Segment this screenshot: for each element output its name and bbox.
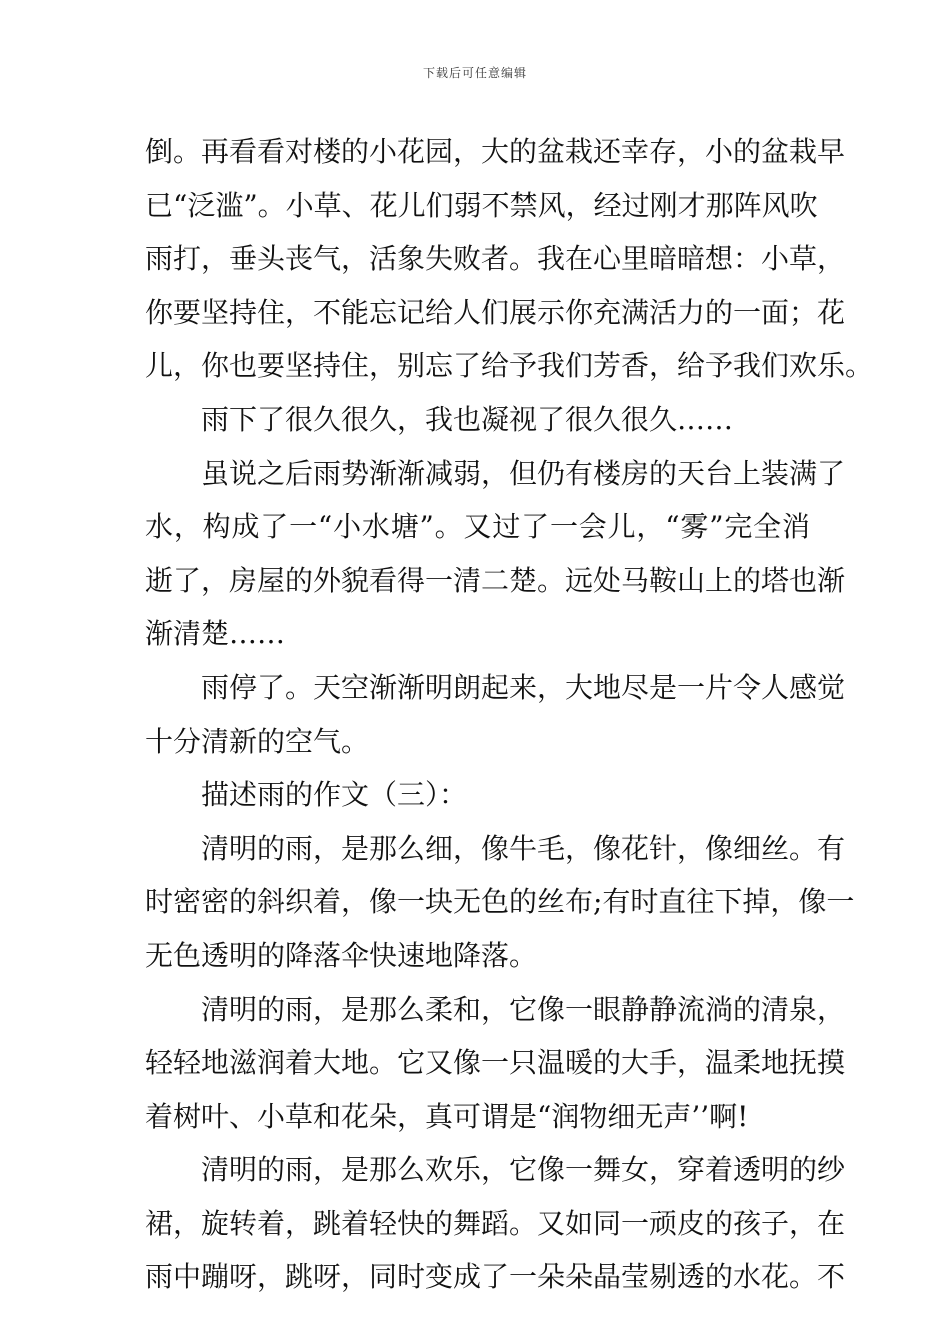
text-line: 十分清新的空气。: [145, 724, 370, 758]
text-line: 时密密的斜织着，像一块无色的丝布;有时直往下掉，像一: [145, 885, 855, 919]
text-line: 渐清楚……: [145, 617, 286, 651]
text-line: 雨中蹦呀，跳呀，同时变成了一朵朵晶莹剔透的水花。不: [145, 1260, 846, 1294]
text-line: 逝了，房屋的外貌看得一清二楚。远处马鞍山上的塔也渐: [145, 563, 846, 597]
document-body: [145, 125, 874, 1304]
text-line: 雨下了很久很久，我也凝视了很久很久……: [201, 402, 734, 436]
text-line: 已“泛滥”。小草、花儿们弱不禁风，经过刚才那阵风吹: [145, 188, 818, 222]
text-line: 水，构成了一“小水塘”。又过了一会儿，“雾”完全消: [145, 510, 810, 544]
text-line: 轻轻地滋润着大地。它又像一只温暖的大手，温柔地抚摸: [145, 1046, 846, 1080]
text-line: 裙，旋转着，跳着轻快的舞蹈。又如同一顽皮的孩子，在: [145, 1206, 846, 1240]
text-line: 着树叶、小草和花朵，真可谓是“润物细无声’’啊!: [145, 1099, 749, 1133]
text-line: 虽说之后雨势渐渐减弱，但仍有楼房的天台上装满了: [201, 456, 846, 490]
page-header-note: 下载后可任意编辑: [422, 66, 527, 80]
text-line: 清明的雨，是那么欢乐，它像一舞女，穿着透明的纱: [201, 1153, 846, 1187]
text-line: 清明的雨，是那么细，像牛毛，像花针，像细丝。有: [201, 831, 846, 865]
text-line: 描述雨的作文（三）：: [201, 778, 468, 812]
text-line: 你要坚持住，不能忘记给人们展示你充满活力的一面；花: [145, 295, 846, 329]
text-line: 无色透明的降落伞快速地降落。: [145, 938, 538, 972]
text-line: 清明的雨，是那么柔和，它像一眼静静流淌的清泉，: [201, 992, 846, 1026]
text-line: 儿，你也要坚持住，别忘了给予我们芳香，给予我们欢乐。: [145, 349, 874, 383]
text-line: 倒。再看看对楼的小花园，大的盆栽还幸存，小的盆栽早: [145, 135, 846, 168]
text-line: 雨停了。天空渐渐明朗起来，大地尽是一片令人感觉: [201, 670, 846, 704]
text-line: 雨打，垂头丧气，活象失败者。我在心里暗暗想：小草，: [145, 242, 846, 276]
